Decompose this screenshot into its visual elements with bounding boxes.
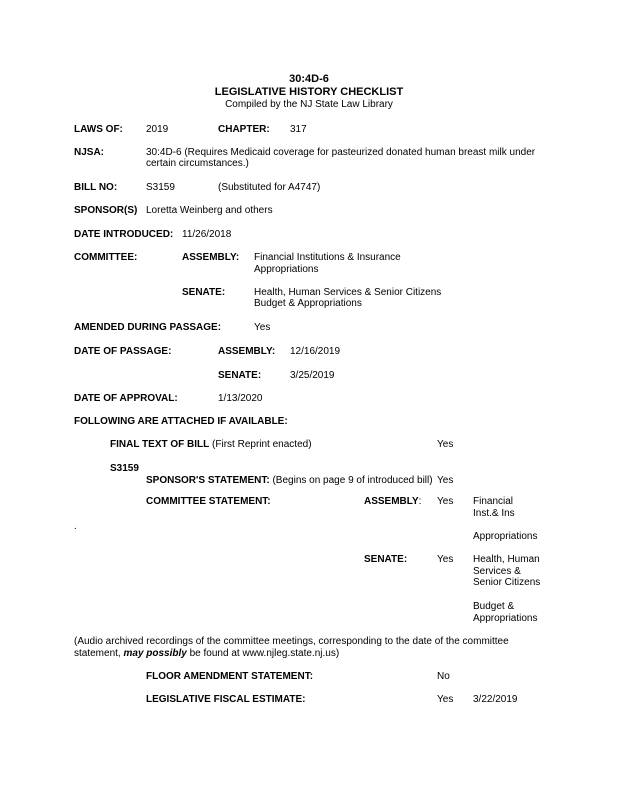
passage-assembly-date: 12/16/2019 (290, 346, 341, 357)
stray-mark: . (74, 521, 77, 532)
cs-senate-committee-1-line-3: Senior Citizens (473, 577, 541, 588)
cs-senate-committee-1-line-1: Health, Human (473, 554, 540, 565)
cs-assembly-committee-2: Appropriations (473, 531, 538, 542)
date-introduced-label: DATE INTRODUCED: (74, 229, 174, 240)
committee-label: COMMITTEE: (74, 252, 138, 263)
page-title: LEGISLATIVE HISTORY CHECKLIST (214, 86, 404, 98)
audio-note-line-1: (Audio archived recordings of the committee meetings, corresponding to the date of the committee (74, 636, 509, 647)
laws-of-value: 2019 (146, 124, 169, 135)
amended-value: Yes (254, 322, 271, 333)
bill-no-value: S3159 (146, 182, 175, 193)
date-of-approval-label: DATE OF APPROVAL: (74, 393, 178, 404)
date-of-passage-label: DATE OF PASSAGE: (74, 346, 172, 357)
sponsor-statement-row (146, 475, 433, 487)
bill-reference: S3159 (110, 463, 139, 474)
final-text-value: Yes (437, 439, 454, 450)
sponsor-statement-note: (Begins on page 9 of introduced bill) (272, 475, 433, 486)
floor-amendment-label: FLOOR AMENDMENT STATEMENT: (146, 671, 314, 682)
committee-assembly-label: ASSEMBLY: (182, 252, 240, 263)
cs-senate-value: Yes (437, 554, 454, 565)
committee-statement-label: COMMITTEE STATEMENT: (146, 496, 271, 507)
committee-assembly-line-1: Financial Institutions & Insurance (254, 252, 401, 263)
bill-substitution-note: (Substituted for A4747) (218, 182, 321, 193)
audio-note-emphasis: may possibly (123, 648, 187, 659)
audio-note-pre: statement, (74, 648, 121, 659)
njsa-line-1: 30:4D-6 (Requires Medicaid coverage for pasteurized donated human breast milk under (146, 147, 536, 158)
date-of-approval-value: 1/13/2020 (218, 393, 263, 404)
final-text-row (110, 439, 312, 451)
statute-title: 30:4D-6 (289, 73, 329, 85)
sponsor-statement-label: SPONSOR'S STATEMENT: (146, 475, 270, 486)
sponsor-statement-value: Yes (437, 475, 454, 486)
cs-assembly-committee-1-line-2: Inst.& Ins (473, 508, 515, 519)
njsa-line-2: certain circumstances.) (146, 158, 249, 169)
cs-assembly-value: Yes (437, 496, 454, 507)
cs-senate-committee-2-line-2: Appropriations (473, 613, 538, 624)
cs-senate-committee-1-line-2: Services & (473, 566, 521, 577)
laws-of-label: LAWS OF: (74, 124, 123, 135)
committee-statement-assembly (364, 496, 421, 508)
final-text-note: (First Reprint enacted) (212, 439, 312, 450)
committee-senate-line-1: Health, Human Services & Senior Citizens (254, 287, 442, 298)
floor-amendment-value: No (437, 671, 450, 682)
sponsor-value: Loretta Weinberg and others (146, 205, 273, 216)
amended-label: AMENDED DURING PASSAGE: (74, 322, 222, 333)
date-introduced-value: 11/26/2018 (182, 229, 232, 240)
cs-senate-committee-2-line-1: Budget & (473, 601, 515, 612)
njsa-label: NJSA: (74, 147, 105, 158)
sponsor-label: SPONSOR(S) (74, 205, 138, 216)
cs-assembly-colon: : (418, 496, 422, 507)
cs-senate-label: SENATE: (364, 554, 408, 565)
fiscal-estimate-date: 3/22/2019 (473, 694, 518, 705)
passage-senate-date: 3/25/2019 (290, 370, 335, 381)
bill-no-label: BILL NO: (74, 182, 118, 193)
chapter-value: 317 (290, 124, 307, 135)
attached-heading: FOLLOWING ARE ATTACHED IF AVAILABLE: (74, 416, 288, 427)
passage-assembly-label: ASSEMBLY: (218, 346, 276, 357)
fiscal-estimate-value: Yes (437, 694, 454, 705)
committee-senate-line-2: Budget & Appropriations (254, 298, 362, 309)
chapter-label: CHAPTER: (218, 124, 270, 135)
committee-senate-label: SENATE: (182, 287, 226, 298)
cs-assembly-label: ASSEMBLY (364, 496, 419, 507)
audio-note-post: be found at www.njleg.state.nj.us) (189, 648, 340, 659)
compiled-by: Compiled by the NJ State Law Library (225, 99, 393, 110)
audio-note-line-2 (74, 648, 339, 660)
committee-assembly-line-2: Appropriations (254, 264, 319, 275)
fiscal-estimate-label: LEGISLATIVE FISCAL ESTIMATE: (146, 694, 306, 705)
cs-assembly-committee-1-line-1: Financial (473, 496, 514, 507)
final-text-label: FINAL TEXT OF BILL (110, 439, 210, 450)
passage-senate-label: SENATE: (218, 370, 262, 381)
